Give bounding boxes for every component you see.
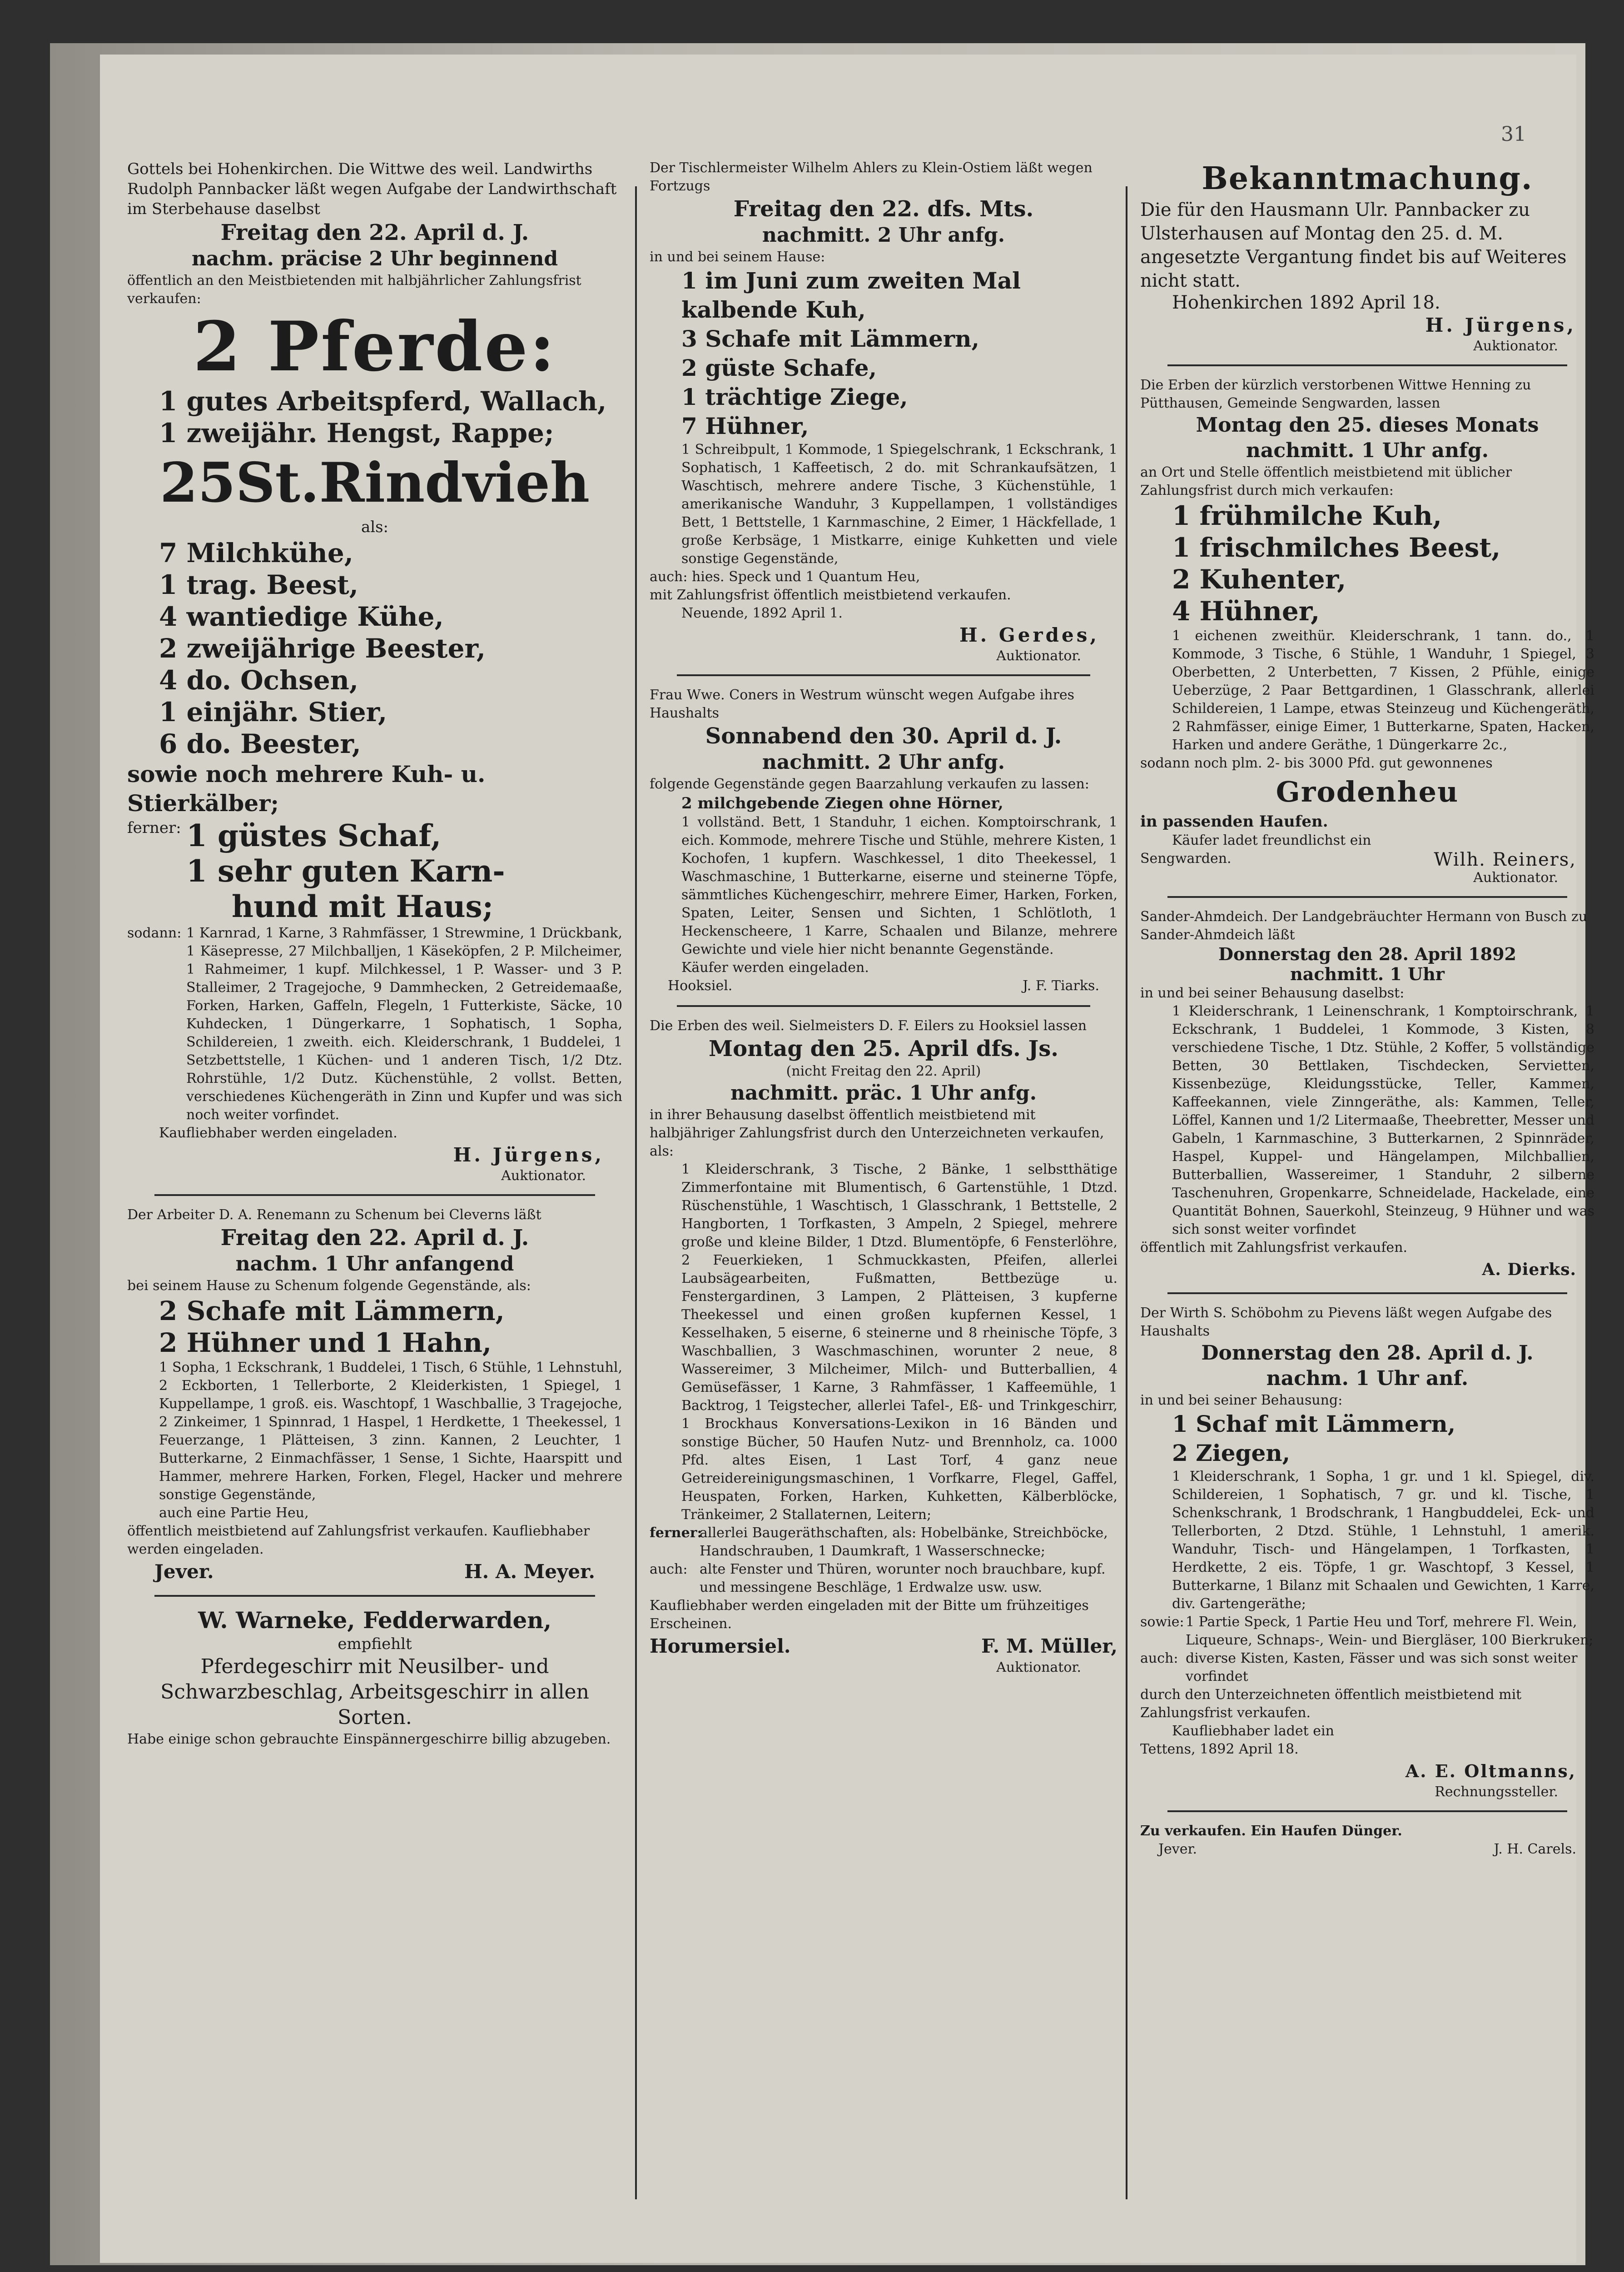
sowie-label: sowie: (1140, 1614, 1184, 1630)
animal-item: 7 Hühner, (681, 413, 809, 439)
ad-intro: Der Arbeiter D. A. Renemann zu Schenum bei Cleverns läßt (127, 1207, 541, 1223)
animal-item: 2 Ziegen, (1172, 1440, 1291, 1466)
headline-cattle: 25St.Rindvieh (159, 451, 590, 515)
signature-row (127, 1559, 622, 1585)
animal-item: 2 güste Schafe, (681, 354, 877, 381)
date-note: (nicht Freitag den 22. April) (786, 1063, 981, 1079)
also-list: alte Fenster und Thüren, worunter noch brauchbare, kupf. und messingene Beschläge, 1 Erdwalze usw. usw. (700, 1561, 1106, 1595)
ad-intro: Gottels bei Hohenkirchen. Die Wittwe des weil. Landwirths Rudolph Pannbacker läßt wegen Aufgabe der Landwirthschaft im Sterbehause daselbst (127, 160, 617, 218)
terms-line: öffentlich mit Zahlungsfrist verkaufen. (1140, 1240, 1408, 1256)
auction-date: Freitag den 22. April d. J. (220, 1225, 529, 1251)
divider (1167, 364, 1567, 366)
signature: A. E. Oltmanns, (1405, 1761, 1576, 1781)
note-text: Habe einige schon gebrauchte Einspännergeschirre billig abzugeben. (127, 1731, 611, 1747)
auction-place: in und bei seinem Hause: (650, 249, 825, 265)
extra-item: hund mit Haus; (232, 889, 494, 924)
notice-body: Die für den Hausmann Ulr. Pannbacker zu Ulsterhausen auf Montag den 25. d. M. angesetzte Vergantung findet bis auf Weiteres nicht statt. (1140, 199, 1567, 291)
headline-horses: 2 Pferde: (193, 307, 557, 387)
cattle-item: 6 do. Beester, (159, 728, 361, 759)
extra-item: 1 güstes Schaf, (186, 818, 442, 853)
ad-intro: Die Erben des weil. Sielmeisters D. F. Eilers zu Hooksiel lassen (650, 1018, 1087, 1034)
divider (1167, 1292, 1567, 1294)
also-block (650, 1560, 1117, 1597)
also-label: auch: (1140, 1650, 1178, 1666)
auction-place: in und bei seiner Behausung daselbst: (1140, 985, 1405, 1001)
signature: Wilh. Reiners, (1434, 849, 1576, 870)
divider (677, 674, 1090, 676)
closing-line: Kaufliebhaber werden eingeladen. (159, 1125, 397, 1141)
column-2 (650, 159, 1117, 1676)
item-list: 1 Schreibpult, 1 Kommode, 1 Spiegelschrank, 1 Eckschrank, 1 Sophatisch, 1 Kaffeetisch, 2 do. mit Schrankaufsätzen, 1 Waschtisch, mehrere andere Tische, 3 Küchenstühle, 1 amerikanische Wanduhr, 3 Kuppellampen, 1 vollständiges Bett, 1 Bettstelle, 1 Karnmaschine, 2 Eimer, 1 Häckfellade, 1 große Kerbsäge, 1 Mistkarre, einige Kuhketten und viele sonstige Gegenstände, (681, 442, 1117, 567)
ad-intro: Sander-Ahmdeich. Der Landgebräuchter Hermann von Busch zu Sander-Ahmdeich läßt (1140, 909, 1588, 943)
divider (1167, 896, 1567, 898)
animal-item: 1 im Juni zum zweiten Mal kalbende Kuh, (681, 267, 1021, 323)
ad-warneke (127, 1607, 622, 1749)
in-heaps: in passenden Haufen. (1140, 812, 1328, 831)
animal-item: 1 trächtige Ziege, (681, 384, 908, 410)
auction-terms: an Ort und Stelle öffentlich meistbietend mit üblicher Zahlungsfrist durch mich verkaufen: (1140, 464, 1512, 498)
ferner-label: ferner: (650, 1525, 702, 1541)
auction-terms: folgende Gegenstände gegen Baarzahlung verkaufen zu lassen: (650, 776, 1089, 792)
auction-date: Donnerstag den 28. April d. J. (1201, 1341, 1534, 1365)
ferner-block (650, 1524, 1117, 1560)
animal-item: 1 Schaf mit Lämmern, (1172, 1410, 1456, 1437)
newspaper-page (100, 55, 1594, 2263)
ferner-label: ferner: (127, 819, 181, 837)
cattle-item: 2 zweijährige Beester, (159, 633, 486, 664)
auction-time: nachm. präcise 2 Uhr beginnend (191, 247, 558, 270)
als-label: als: (361, 518, 389, 536)
goods-text: Pferdegeschirr mit Neusilber- und Schwarzbeschlag, Arbeitsgeschirr in allen Sorten. (160, 1655, 589, 1729)
bold-item: 2 milchgebende Ziegen ohne Hörner, (681, 794, 1003, 812)
place: Sengwarden. (1140, 851, 1232, 867)
auction-time: nachmitt. 2 Uhr anfg. (762, 751, 1005, 774)
also-block (1140, 1649, 1594, 1686)
auction-terms: in ihrer Behausung daselbst öffentlich meistbietend mit halbjähriger Zahlungsfrist durch den Unterzeichneten verkaufen, als: (650, 1107, 1104, 1159)
also-list: diverse Kisten, Kasten, Fässer und was sich sonst weiter vorfindet (1186, 1650, 1578, 1684)
closing-line: Käufer werden eingeladen. (681, 960, 869, 976)
ad-eilers-auction (650, 1017, 1117, 1676)
closing-line: Käufer ladet freundlichst ein (1172, 832, 1371, 848)
cattle-item: 4 do. Ochsen, (159, 665, 359, 696)
page-number: 31 (1501, 123, 1526, 146)
auction-time: nachmitt. 1 Uhr (1290, 964, 1445, 984)
ad-renemann-auction (127, 1206, 622, 1585)
auction-date: Montag den 25. dieses Monats (1196, 414, 1539, 437)
signature-row (650, 1633, 1117, 1659)
terms-line: mit Zahlungsfrist öffentlich meistbietend verkaufen. (650, 587, 1011, 603)
also-line: auch: hies. Speck und 1 Quantum Heu, (650, 569, 920, 585)
signature: A. Dierks. (1482, 1260, 1576, 1279)
signature-title: Auktionator. (501, 1168, 586, 1184)
signature-title: Auktionator. (1473, 870, 1558, 886)
closing-line: Kaufliebhaber ladet ein (1172, 1723, 1334, 1739)
auction-terms: öffentlich an den Meistbietenden mit halbjährlicher Zahlungsfrist verkaufen: (127, 273, 581, 307)
notice-heading: Bekanntmachung. (1202, 160, 1533, 197)
auction-time: nachmitt. 2 Uhr anfg. (762, 224, 1005, 247)
signature: H. Jürgens, (1425, 314, 1576, 336)
signature-row (1140, 1840, 1594, 1858)
cattle-item: 1 trag. Beest, (159, 569, 358, 600)
item-list: 1 Kleiderschrank, 3 Tische, 2 Bänke, 1 selbstthätige Zimmerfontaine mit Blumentisch, 6 Gartenstühle, 1 Dtzd. Rüschenstühle, 1 Waschtisch, 1 Glasschrank, 1 Bettstelle, 2 Hangborten, 1 Torfkasten, 3 Ampeln, 2 Spiegel, mehrere große und kleine Bilder, 1 Dtzd. Blumentöpfe, 6 Fensterlöhre, 2 Feuerkieken, 1 Schmuckkasten, Pfeifen, allerlei Laubsägearbeiten, Fußmatten, Bettbezüge u. Fenstergardinen, 3 Lampen, 2 Plätteisen, 3 kupferne Theekessel und einen großen kupfernen Kessel, 1 Kesselhaken, 5 eiserne, 6 steinerne und 8 rheinische Töpfe, 3 Waschballien, 3 Waschmaschinen, worunter 2 neue, 8 Wassereimer, 3 Milcheimer, Milch- und Butterballien, 4 Gemüsefässer, 1 Karne, 3 Rahmfässer, 1 Kaffeemühle, 1 Backtrog, 1 Teigstecher, allerlei Tafel-, Eß- und Trinkgeschirr, 1 Brockhaus Konversations-Lexikon in 16 Bänden und sonstige Bücher, 50 Haufen Nutz- und Brennholz, ca. 1000 Pfd. altes Eisen, 1 Last Torf, 4 ganz neue Getreidereinigungsmaschinen, 1 Vorfkarre, Flegel, Gaffel, Heuspaten, Forken, Harken, Kuhketten, Kälberblöcke, Tränkeimer, 2 Stallaternen, Leitern; (681, 1161, 1117, 1523)
animal-item: 2 Kuhenter, (1172, 564, 1346, 595)
auction-place: bei seinem Hause zu Schenum folgende Gegenstände, als: (127, 1278, 531, 1294)
auction-time: nachm. 1 Uhr anfangend (235, 1252, 514, 1276)
signature: H. Gerdes, (959, 624, 1099, 646)
sodann-list: 1 Karnrad, 1 Karne, 3 Rahmfässer, 1 Strewmine, 1 Drückbank, 1 Käsepresse, 27 Milchballjen, 1 Käseköpfen, 2 P. Milcheimer, 1 Rahmeimer, 1 kupf. Milchkessel, 1 P. Wasser- und 3 P. Stalleimer, 2 Tragejoche, 9 Dammhecken, 2 Getreidemaaße, Forken, Harken, Gaffeln, Flegeln, 1 Futterkiste, Säcke, 10 Kuhdecken, 1 Düngerkarre, 1 Sophatisch, 1 Sopha, Schildereien, 1 zweith. eich. Kleiderschrank, 1 Buddelei, 1 Setzbettstelle, 1 Küchen- und 1 anderen Tisch, 1/2 Dtz. Rohrstühle, 1/2 Dutz. Küchenstühle, 2 vollst. Betten, verschiedenes Küchengeräth in Zinn und Kupfer und was sich noch weiter vorfindet. (186, 925, 622, 1123)
terms-line: durch den Unterzeichneten öffentlich meistbietend mit Zahlungsfrist verkaufen. (1140, 1687, 1522, 1721)
animal-item: 1 frischmilches Beest, (1172, 532, 1501, 563)
signature-row (1140, 850, 1594, 870)
column-divider-2 (1126, 186, 1127, 2199)
column-1 (127, 159, 622, 1749)
horse-item: 1 gutes Arbeitspferd, Wallach, (159, 386, 607, 417)
divider (677, 1005, 1090, 1007)
for-sale-text: Zu verkaufen. Ein Haufen Dünger. (1140, 1823, 1402, 1839)
cattle-item: 1 einjähr. Stier, (159, 697, 387, 727)
ad-for-sale (1140, 1822, 1594, 1858)
ad-intro: Der Tischlermeister Wilhelm Ahlers zu Klein-Ostiem läßt wegen Fortzugs (650, 160, 1093, 194)
recommends-label: empfiehlt (338, 1635, 412, 1653)
ad-gottels-auction (127, 159, 622, 1184)
horse-item: 1 zweijähr. Hengst, Rappe; (159, 418, 554, 448)
animal-item: 2 Hühner und 1 Hahn, (159, 1327, 492, 1358)
place-date: Neuende, 1892 April 1. (681, 605, 843, 621)
ad-ahlers-auction (650, 159, 1117, 664)
extra-item: 1 sehr guten Karn- (186, 853, 505, 889)
place-date: Hohenkirchen 1892 April 18. (1172, 292, 1440, 313)
item-list: 1 eichenen zweithür. Kleiderschrank, 1 tann. do., 1 Kommode, 3 Tische, 6 Stühle, 1 Wanduhr, 1 Spiegel, 3 Oberbetten, 2 Unterbetten, 7 Kissen, 2 Pfühle, einige Ueberzüge, 2 Paar Bettgardinen, 1 Glasschrank, allerlei Schildereien, 1 Lampe, etwas Steinzeug und Küchengeräth, 2 Rahmfässer, einige Eimer, 1 Butterkarne, Spaten, Hacken, Harken und andere Geräthe, 1 Düngerkarre 2c., (1172, 628, 1594, 753)
item-list: 1 Sopha, 1 Eckschrank, 1 Buddelei, 1 Tisch, 6 Stühle, 1 Lehnstuhl, 2 Eckborten, 1 Tellerborte, 2 Kleiderkisten, 1 Spiegel, 1 Kuppellampe, 1 groß. eis. Waschtopf, 1 Waschballie, 3 Tragejoche, 2 Zinkeimer, 1 Spinnrad, 1 Haspel, 1 Herdkette, 1 Theekessel, 1 Feuerzange, 1 Plätteisen, 3 zinn. Kannen, 2 Leuchter, 1 Butterkarne, 2 Einmachfässer, 1 Sense, 1 Sichte, Haarspitt und Hammer, mehrere Harken, Forken, Flegel, Hacker und mehrere sonstige Gegenstände, (159, 1360, 622, 1503)
auction-date: Sonnabend den 30. April d. J. (705, 723, 1062, 749)
animal-item: 4 Hühner, (1172, 596, 1320, 627)
place: Jever. (1158, 1841, 1197, 1857)
ad-intro: Die Erben der kürzlich verstorbenen Wittwe Henning zu Pütthausen, Gemeinde Sengwarden, lassen (1140, 377, 1531, 411)
sodann-block (127, 924, 622, 1124)
sodann-label: sodann: (127, 925, 182, 941)
signature: H. Jürgens, (453, 1144, 604, 1166)
divider (154, 1194, 595, 1196)
also-line: auch eine Partie Heu, (159, 1505, 309, 1521)
animal-item: 1 frühmilche Kuh, (1172, 500, 1442, 531)
auction-time: nachmitt. präc. 1 Uhr anfg. (730, 1081, 1037, 1105)
ad-intro: Frau Wwe. Coners in Westrum wünscht wegen Aufgabe ihres Haushalts (650, 687, 1075, 721)
divider (154, 1595, 595, 1597)
terms-line: öffentlich meistbietend auf Zahlungsfrist verkaufen. Kaufliebhaber werden eingeladen. (127, 1523, 590, 1557)
ferner-list: allerlei Baugeräthschaften, als: Hobelbänke, Streichböcke, Handschrauben, 1 Daumkraft, 1 Wasserschnecke; (700, 1525, 1108, 1559)
closing-line: Kaufliebhaber werden eingeladen mit der Bitte um frühzeitiges Erscheinen. (650, 1598, 1089, 1632)
item-list: 1 vollständ. Bett, 1 Standuhr, 1 eichen. Komptoirschrank, 1 eich. Kommode, mehrere Tische und Stühle, mehrere Kisten, 1 Kochofen, 1 kupfern. Waschkessel, 1 dito Theekessel, 1 Waschmaschine, 1 Butterkarne, eiserne und steinerne Töpfe, sämmtliches Küchengeschirr, mehrere Eimer, Harken, Forken, Spaten, Leiter, Sensen und Sichten, 1 Schlötloth, 1 Heckenscheere, 1 Karre, Schaalen und Bilanze, mehrere Gewichte und viele hier nicht benannte Gegenstände. (681, 814, 1117, 957)
auction-date: Freitag den 22. April d. J. (220, 220, 529, 245)
ad-bekanntmachung (1140, 159, 1594, 354)
sodann-line: sodann noch plm. 2- bis 3000 Pfd. gut gewonnenes (1140, 755, 1493, 771)
auction-date: Freitag den 22. dfs. Mts. (733, 196, 1034, 222)
also-label: auch: (650, 1561, 688, 1577)
signature: H. A. Meyer. (464, 1560, 595, 1583)
sowie-list: 1 Partie Speck, 1 Partie Heu und Torf, mehrere Fl. Wein, Liqueure, Schnaps-, Wein- und Biergläser, 100 Bierkruken; (1186, 1614, 1594, 1648)
headline-hay: Grodenheu (1276, 775, 1459, 808)
signature: J. H. Carels. (1494, 1841, 1576, 1857)
signature-title: Rechnungssteller. (1435, 1784, 1558, 1800)
signature-row (650, 977, 1117, 995)
item-list: 1 Kleiderschrank, 1 Sopha, 1 gr. und 1 kl. Spiegel, div. Schildereien, 1 Sophatisch, 7 gr. und kl. Tische, 1 Schenkschrank, 1 Brodschrank, 1 Hangbuddelei, Eck- und Tellerborten, 2 Dtzd. Stühle, 1 Lehnstuhl, 1 amerik. Wanduhr, Tisch- und Hängelampen, 1 Torfkasten, 1 Herdkette, 2 eis. Töpfe, 1 gr. Waschtopf, 3 Kessel, 1 Butterkarne, 1 Bilanz mit Schaalen und Gewichten, 1 Karre, div. Gartengeräthe; (1172, 1469, 1594, 1612)
ad-schoebohm-auction (1140, 1304, 1594, 1800)
item-list: 1 Kleiderschrank, 1 Leinenschrank, 1 Komptoirschrank, 1 Eckschrank, 1 Buddelei, 1 Kommode, 3 Kisten, 8 verschiedene Tische, 1 Dtz. Stühle, 2 Koffer, 5 vollständige Betten, 30 Bettlaken, Tischdecken, Servietten, Kissenbezüge, Kleidungsstücke, Teller, Kammen, Kaffeekannen, viele Zinngeräthe, als: Kammen, Teller, Löffel, Kannen und 1/2 Litermaaße, Theebretter, Messer und Gabeln, 1 Karnmaschine, 3 Butterkarnen, 2 Spinnräder, Haspel, Kuppel- und Hängelampen, Milchballien, Butterballien, Wassereimer, 1 Standuhr, 2 silberne Taschenuhren, Gropenkarre, Schneidelade, Hackelade, eine Quantität Bohnen, Sauerkohl, Steinzeug, 9 Hühner und was sich sonst weiter vorfindet (1172, 1003, 1594, 1237)
auction-date: Montag den 25. April dfs. Js. (709, 1036, 1058, 1061)
ad-intro: Der Wirth S. Schöbohm zu Pievens läßt wegen Aufgabe des Haushalts (1140, 1305, 1552, 1339)
ferner-block (127, 818, 622, 924)
column-divider-1 (635, 186, 637, 2199)
animal-item: 2 Schafe mit Lämmern, (159, 1295, 505, 1326)
auction-place: in und bei seiner Behausung: (1140, 1392, 1343, 1408)
column-3 (1140, 159, 1594, 1858)
ad-henning-auction (1140, 376, 1594, 886)
ad-coners-auction (650, 686, 1117, 995)
place: Hooksiel. (668, 978, 733, 994)
auction-date: Donnerstag den 28. April 1892 (1218, 944, 1516, 964)
divider (1167, 1810, 1567, 1812)
sowie-block (1140, 1613, 1594, 1649)
calves-line: sowie noch mehrere Kuh- u. Stierkälber; (127, 761, 486, 817)
signature: F. M. Müller, (981, 1635, 1117, 1657)
auction-time: nachm. 1 Uhr anf. (1266, 1367, 1469, 1390)
signature: J. F. Tiarks. (1023, 978, 1099, 994)
place-date: Tettens, 1892 April 18. (1140, 1741, 1299, 1757)
place: Jever. (154, 1560, 214, 1583)
merchant-name: W. Warneke, Fedderwarden, (198, 1607, 552, 1634)
cattle-item: 4 wantiedige Kühe, (159, 601, 444, 632)
auction-time: nachmitt. 1 Uhr anfg. (1246, 439, 1489, 462)
animal-item: 3 Schafe mit Lämmern, (681, 325, 979, 352)
signature-title: Auktionator. (996, 1659, 1081, 1675)
cattle-item: 7 Milchkühe, (159, 538, 353, 568)
signature-title: Auktionator. (996, 648, 1081, 664)
place: Horumersiel. (650, 1635, 791, 1657)
ad-busch-auction (1140, 908, 1594, 1282)
signature-title: Auktionator. (1473, 338, 1558, 354)
